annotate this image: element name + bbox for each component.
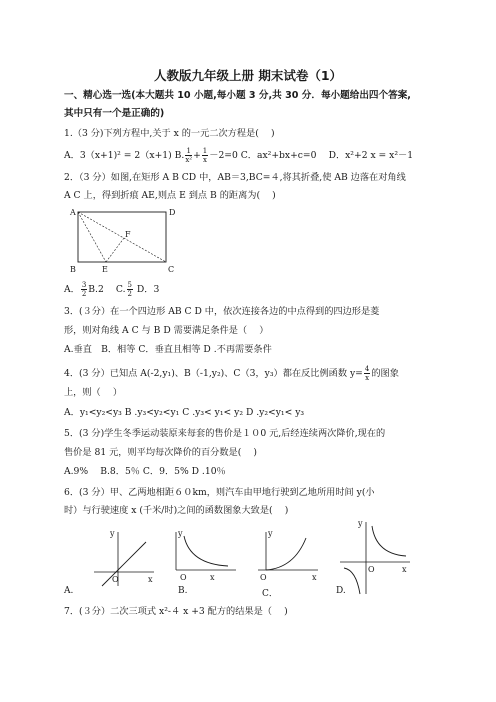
question-5-options: A.9% B.8．5％ C．9．5% D .10％ — [64, 466, 226, 477]
graph-b-y-label: y — [178, 529, 183, 538]
question-4-options: A．y₁<y₂<y₃ B .y₃<y₂<y₁ C .y₃< y₁< y₂ D .y₂<y₁< y₃ — [64, 407, 305, 418]
graph-b-origin: O — [180, 573, 187, 582]
graph-c-x-label: x — [312, 573, 317, 582]
section-heading-cont: 其中只有一个是正确的) — [64, 108, 165, 119]
rectangle-fold-figure — [64, 206, 174, 276]
fig-label-e: E — [102, 265, 108, 274]
graph-a-origin: O — [112, 575, 119, 584]
question-3-options: A.垂直 B．相等 C．垂直且相等 D .不再需要条件 — [64, 344, 272, 355]
section-heading: 一、精心选一选(本大题共 10 小题,每小题 3 分,共 30 分．每小题给出四个答案, — [64, 90, 411, 101]
question-3-stem: 3．(３分）在一个四边形 AB C D 中，依次连接各边的中点得到的四边形是菱 — [64, 306, 380, 317]
q1-option-a: A．3（x+1)² = 2（x+1) B. — [64, 150, 185, 161]
q6-option-c-label: C． — [262, 589, 278, 599]
graph-a-y-label: y — [110, 529, 115, 538]
q6-option-d-label: D. — [336, 586, 346, 596]
question-2-stem: 2．（3 分）如图,在矩形 A B CD 中，AB＝3,BC=４,将其折叠,使 AB 边落在对角线 — [64, 172, 406, 183]
graph-c — [254, 528, 324, 588]
question-5-stem: 5．(3 分)学生冬季运动装原来每套的售价是１０0 元,后经连续两次降价,现在的 — [64, 428, 386, 439]
question-2-stem-cont: A C 上，得到折痕 AE,则点 E 到点 B 的距离为( ) — [64, 190, 276, 201]
question-6-stem-cont: 时）与行驶速度 x (千米/时)之间的函数图象大致是( ) — [64, 505, 289, 516]
graph-d — [336, 518, 416, 598]
fig-label-c: C — [168, 265, 175, 274]
question-1-options: A．3（x+1)² = 2（x+1) B. $\frac{1}{\text{x²}}$ + $\frac{1}{x}$ －2=0 C．ax²+bx+c=0 D．x²+2 x = x²－1 — [64, 147, 414, 164]
question-4-stem: 4．(3 分）已知点 A(-2,y₁)、B（-1,y₂)、C（3，y₃）都在反比例函数 y= $\frac{4}{x}$ 的图象 — [64, 365, 399, 382]
question-6-stem: 6．(3 分）甲、乙两地相距６０km，则汽车由甲地行驶到乙地所用时间 y(小 — [64, 487, 375, 498]
q4-fraction: $\frac{4}{x}$ — [364, 365, 370, 382]
graph-d-x-label: x — [402, 565, 407, 574]
q6-option-a-label: A. — [64, 586, 74, 596]
fig-label-a: A — [70, 208, 76, 217]
graph-d-origin: O — [368, 565, 375, 574]
q1-fraction-1: $\frac{1}{\text{x²}}$ — [185, 147, 193, 164]
graph-d-y-label: y — [358, 519, 363, 528]
graph-a-x-label: x — [148, 575, 153, 584]
question-1-stem: 1.（3 分)下列方程中,关于 x 的一元二次方程是( ) — [64, 128, 275, 139]
fig-label-b: B — [70, 265, 76, 274]
q1-option-b-to-d: －2=0 C．ax²+bx+c=0 D．x²+2 x = x²－1 — [209, 150, 414, 161]
question-4-stem-cont: 上，则（ ） — [64, 387, 123, 398]
graph-b-x-label: x — [210, 573, 215, 582]
q1-fraction-2: $\frac{1}{x}$ — [202, 147, 208, 164]
fig-label-f: F — [125, 230, 131, 239]
fig-label-d: D — [169, 208, 176, 217]
graph-b — [172, 528, 242, 588]
q2-fraction-a: $\frac{3}{2}$ — [81, 281, 87, 298]
graph-c-y-label: y — [268, 529, 273, 538]
page-title: 人教版九年级上册 期末试卷（1） — [153, 68, 343, 83]
question-3-stem-cont: 形，则对角线 A C 与 B D 需要满足条件是（ ） — [64, 325, 269, 336]
q6-option-b-label: B. — [178, 586, 188, 596]
graph-a — [90, 528, 160, 588]
question-7-stem: 7．(３分）二次三项式 x²-４ x +3 配方的结果是（ ) — [64, 606, 288, 617]
question-2-options: A． $\frac{3}{2}$ B.2 C. $\frac{5}{2}$ D．3 — [64, 281, 160, 298]
graph-c-origin: O — [260, 573, 267, 582]
q2-fraction-c: $\frac{5}{2}$ — [127, 281, 133, 298]
question-5-stem-cont: 售价是 81 元，则平均每次降价的百分数是( ) — [64, 447, 257, 458]
